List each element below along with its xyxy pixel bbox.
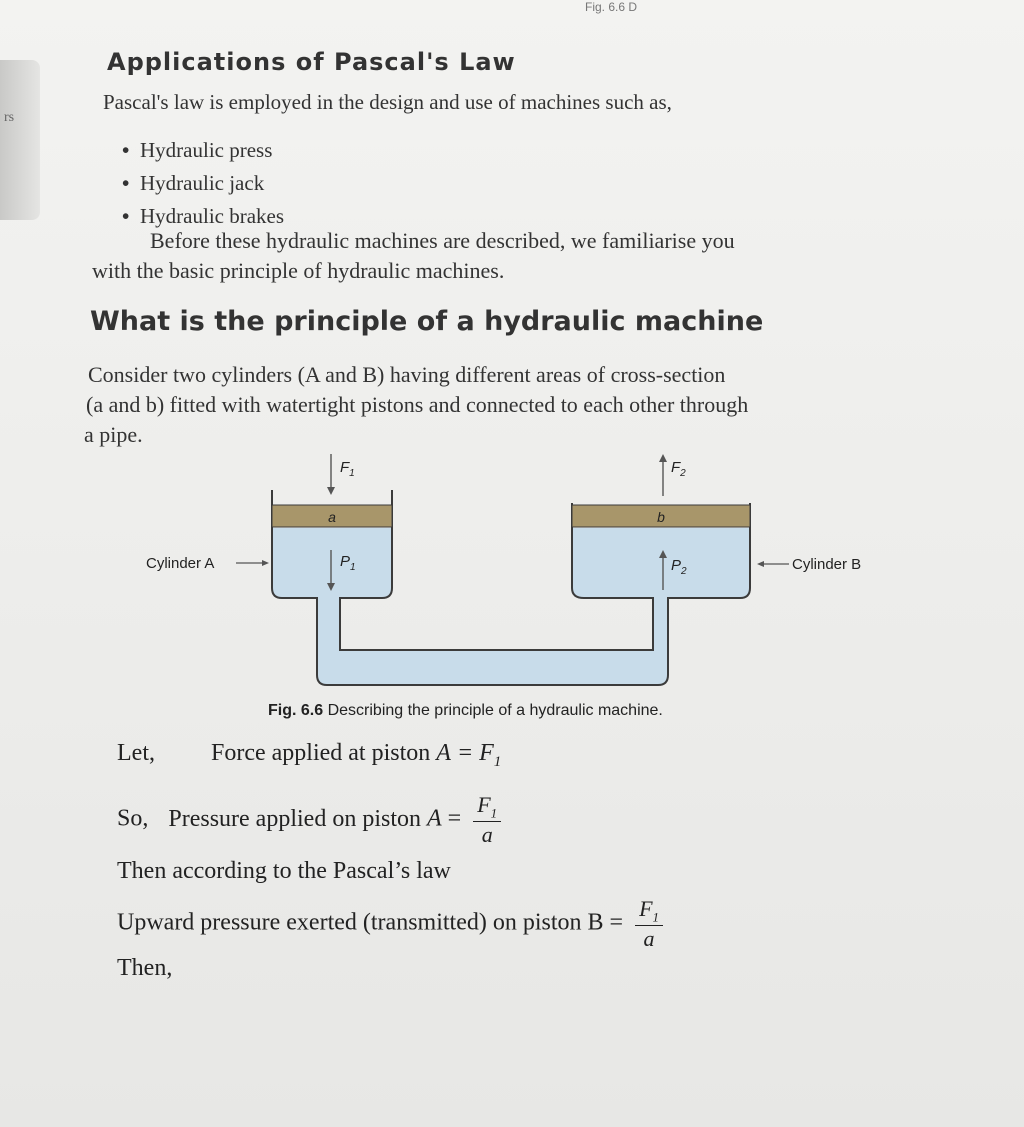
force-a-label: $F_1$ [340, 459, 355, 479]
before-paragraph-line1: Before these hydraulic machines are described, we familiarise you [150, 228, 735, 253]
before-paragraph-line2: with the basic principle of hydraulic machines. [92, 258, 505, 283]
previous-page-edge [0, 60, 40, 220]
so-word: So, [117, 805, 149, 832]
piston-b-area-label: b [657, 509, 665, 525]
so-line: So, Pressure applied on piston A = $\frac{F_1}{a}$ [117, 792, 501, 848]
arrow-up-icon [659, 454, 667, 462]
bullet-icon: • [122, 171, 130, 195]
page-heading: Applications of Pascal's Law [107, 48, 516, 76]
hydraulic-liquid [272, 528, 750, 685]
cylinder-a-label: Cylinder A [146, 555, 215, 572]
let-line: Let, Force applied at piston $A = F_1$ [117, 740, 502, 770]
intro-text: Pascal's law is employed in the design and use of machines such as, [103, 90, 672, 114]
then-word: Then, [117, 955, 173, 981]
pressure-a-label: $P_1$ [340, 553, 356, 573]
list-item: • Hydraulic brakes [122, 204, 285, 228]
list-item: • Hydraulic press [122, 138, 273, 162]
consider-paragraph-line2: (a and b) fitted with watertight pistons and connected to each other through [86, 392, 749, 417]
machine-list [122, 138, 284, 237]
piston-a-area-label: a [328, 509, 336, 525]
consider-paragraph-line1: Consider two cylinders (A and B) having different areas of cross-section [88, 362, 726, 387]
top-text-fragment: Fig. 6.6 D [585, 0, 638, 14]
upward-fraction: $\frac{F_1}{a}$ [635, 896, 663, 952]
list-item: • Hydraulic jack [122, 171, 265, 195]
consider-paragraph-line3: a pipe. [84, 422, 143, 447]
bullet-icon: • [122, 138, 130, 162]
arrow-right-icon [262, 560, 269, 566]
then-pascal-line: Then according to the Pascal’s law [117, 858, 451, 884]
cylinder-b-label: Cylinder B [792, 556, 862, 573]
hydraulic-machine-figure [0, 440, 1024, 700]
let-word: Let, [117, 740, 155, 766]
pressure-fraction: $\frac{F_1}{a}$ [473, 792, 501, 848]
edge-text-fragment: rs [4, 110, 15, 125]
force-b-label: $F_2$ [671, 459, 686, 479]
section-heading: What is the principle of a hydraulic machine [90, 306, 764, 337]
upward-pressure-line: Upward pressure exerted (transmitted) on piston B = $\frac{F_1}{a}$ [117, 896, 663, 952]
let-rhs: = $F_1$ [456, 740, 502, 770]
bullet-icon: • [122, 204, 130, 228]
arrow-down-icon [327, 487, 335, 495]
arrow-left-icon [757, 561, 764, 567]
pressure-b-label: $P_2$ [671, 557, 687, 577]
figure-caption: Fig. 6.6 Describing the principle of a hydraulic machine. [268, 702, 663, 719]
